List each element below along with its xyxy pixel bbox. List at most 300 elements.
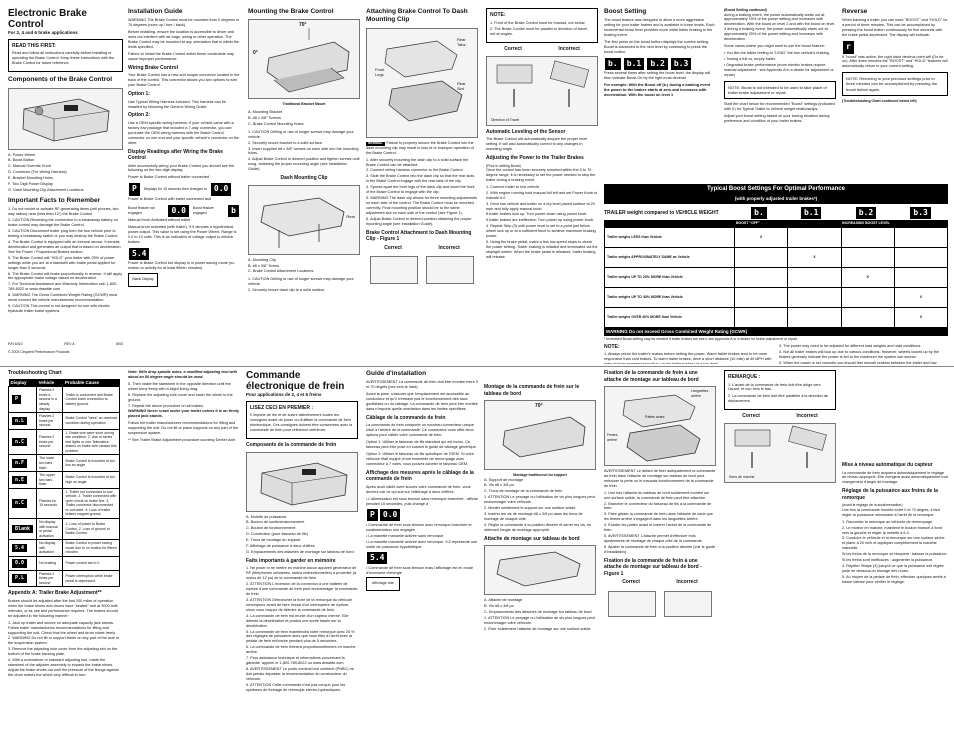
boost-cell (841, 287, 894, 307)
fr-fact-9: 9. ATTENTION Cette commande n'est pas conçue pour les systèmes de freinage de remorque électro-hydrauliques. (246, 682, 346, 692)
dash-step-1: 1. CAUTION Drilling or use of longer screws may damage your vehicle. (248, 277, 354, 287)
ts-cause-cell: Brake Control "sees" an overload condition during operation (63, 413, 120, 430)
boost-note: NOTE: Boost is not intended to be used to take place of trailer brake adjustment or repair. (724, 81, 836, 99)
fr-note-2: 2. La commande de frein doit être parallèle à la direction de déplacement. (728, 394, 829, 404)
fact-8: 8. WARNING The Gross Combined Weight Rating (GCWR) must never exceed the vehicle manufactures recommendation. (8, 293, 118, 303)
fr-mount-step-1: 1. ATTENTION Le perçage ou l'utilisation de vis plus longues peut endommager votre véhicule. (484, 495, 595, 505)
fr-clip-part-b: B. Vis #8 x 3/8 po (484, 604, 514, 609)
fr-note-title: REMARQUE : (728, 374, 761, 380)
boost-table-title: Typical Boost Settings For Optimal Performance (604, 184, 948, 196)
fr-correct-label: Correct (622, 579, 640, 586)
lcd-0-0: 0.0 (211, 183, 231, 195)
read-first-text: Read and follow all instructions carefully before installing or operating the Brake Control. Keep these instructions with the Brake Control for future reference. (12, 51, 115, 66)
fr-components-title: Composants de la commande de frein (246, 442, 337, 449)
attach-step-2: 2. Connect wiring harness connector to the Brake Control. (366, 168, 464, 173)
boost-row (605, 227, 948, 247)
boost-p4: during a braking event, the power automatically starts out at approximately 15% of the power setting and increases with deceleration. With the boost on level 2 and with the boost on level 3 during a braking event, the power automatically starts out at approximately 25% of the power setting and increases with deceleration. (724, 12, 835, 42)
top-col-3 (248, 8, 360, 363)
lcd-5-4: 5.4 (129, 248, 149, 260)
ts-display-cell (9, 455, 37, 472)
lcd-p: P (129, 183, 140, 195)
revision: REV A (64, 342, 75, 346)
lcd-boost-b1: b.1 (624, 58, 644, 70)
lcd-boost-off: 0.0 (168, 205, 188, 217)
mounting-title: Mounting the Brake Control (248, 8, 334, 15)
ts-cause-cell: Brake Control is mounted at too low an angle (63, 455, 120, 472)
adjust-steps (486, 185, 598, 260)
fr-power-title: Réglage de la puissance aux freins de la remorque (842, 488, 938, 501)
boost-footnote: * Increased Boost setting may be needed if trailer brakes are worn, see Appendix A or a dealer for brake adjustment or repair. (604, 337, 798, 342)
boost-cell (894, 267, 947, 287)
wiring-title: Wiring Brake Control (128, 64, 178, 71)
incorrect-label: Incorrect (438, 244, 460, 251)
fr-power-step-4: 4. Répéter l'étape (3) jusqu'à ce que la puissance soit réglée juste en dessous du blocage des roues. (842, 564, 944, 573)
fr-trad-caption: Montage traditionnel du support (513, 473, 567, 477)
adjust-step-ineffective: If trailer brakes are ineffective: Turn power up using power knob. (486, 218, 594, 223)
rear-slot-label: Rear Slot (457, 80, 466, 92)
fr-lcd-5-4: 5.4 (367, 552, 387, 564)
boost-cell (788, 227, 841, 247)
dash-parts (248, 258, 360, 275)
ts-vehicle-cell: No display with manual or pedal activation (37, 519, 63, 540)
boost-notes-a (604, 352, 773, 364)
part-g: G. Dash Mounting Clip Attachment Locations (8, 188, 84, 193)
note-1: 1. Front of the Brake Control must be forward, not below. (490, 20, 586, 25)
boost-p7: Adjust your boost setting based on your towing situation during preference and condition of your trailer brakes. (724, 113, 830, 123)
boost-cell (735, 307, 788, 327)
reverse-p2: If "boost" was active, the right hand decimal point will (Do be on). After three minutes the "BOOST" and "HOLD" features will automatically return to your current setting. (842, 54, 948, 69)
ts-table (8, 379, 120, 588)
table-lcd-b2: b.2 (856, 207, 876, 219)
fr-clip-parts (484, 598, 596, 632)
date: 8/03 (116, 342, 123, 346)
fr-mount-step-2: 2. Monter solidement le support sur une surface solide. (484, 506, 577, 511)
fr-mount-figure (484, 400, 596, 470)
fr-part-a: A. Molette de puissance (246, 514, 287, 519)
fact-5: 5. The Brake Control will "HOLD" your trailer with 25% of power settings while you are at a standstill with brake pedal applied for longer than 5 seconds. (8, 255, 116, 270)
fr-power-subtitle: (avant le réglage de la suralimentation) (842, 503, 903, 508)
ts-lcd: 0.0 (12, 559, 27, 568)
display-item-3: Manual Knob Activated without trailer (128, 218, 191, 222)
option-1-title: Option 1: (128, 91, 150, 98)
ts-row (9, 429, 120, 455)
mount-step-4: 4. Adjust Brake Control to desired position and tighten screws until snug, obtaining the proper mounting angle (see Installation Guide). (248, 157, 360, 172)
part-e: E. Bracket Mounting Holes (8, 176, 53, 181)
ts-cause-cell: 1. Loss of power to Brake Control. 2. Loss of ground to Brake Control. (63, 519, 120, 540)
fr-lcd-0-0: 0.0 (380, 509, 400, 521)
appendix-steps (8, 621, 120, 678)
ts-display-cell (9, 472, 37, 489)
fact-1: 1. Do not mount or activate RF-generating items (cell phones, two way radios) near (less than 12") the Brake Control. (8, 207, 119, 217)
ts-vehicle-cell: The lower two bars flash (37, 455, 63, 472)
fr-fact-5: 5. La commande de frein maintiendra votre remorque avec 25 % des réglages de puissance alors que vous êtes à l'arrêt avec la pédale de frein enfoncée pendant plus de 5 secondes. (246, 629, 355, 644)
ts-cause-cell: Brake Control in power saving mode due to no motion for fifteen minutes (63, 540, 120, 557)
dash-step-2: 2. Securely mount dash clip to a solid surface. (248, 288, 326, 293)
part-c: C. Manual Override Knob (8, 164, 51, 169)
boost-cell (788, 307, 841, 327)
fact-4: 4. The Brake Control is equipped with an internal sensor. It senses deceleration and generates an output that is based on deceleration. See the Power / Proportional Brakes section. (8, 239, 122, 254)
part-number: P/N 6410 (8, 342, 23, 346)
fr-slot-label: Fentes arrière (607, 433, 618, 442)
mount-part-b: B. #8 x 3/8" Screws (248, 115, 282, 120)
dash-part-a: A. Mounting Clip (248, 257, 276, 262)
fr-fact-1: 1. Ne poser ni ne mettre en marche aucun appareil générateur de RF (téléphones cellulaires, radios bidirectionnelles) à proximité (à moins de 12 po) de la commande de frein. (246, 566, 357, 581)
boost-title: Boost Setting (604, 8, 647, 15)
attach-warning-badge: WARNING (368, 140, 383, 145)
rear-tabs-label: Rear Tabs (457, 36, 466, 48)
figure-1-title: Brake Control Attachment to Dash Mounting Clip - Figure 1 (366, 229, 472, 243)
adjust-power-subtitle: (Prior to setting Boost) (486, 163, 521, 168)
fact-3: 3. CAUTION Disconnect trailer plug from the tow vehicle prior to testing a breakaway switch or you may destroy the Brake Control. (8, 229, 119, 239)
install-warning: WARNING The Brake Control must be mounted from 0 degrees to 70 degrees (nose up / fore / back). (128, 18, 240, 28)
fr-components-figure (246, 452, 358, 512)
fr-install-p1: Avant la pose, s'assurer que l'emplacement est accessible au conducteur et qu'il n'entrave pas le fonctionnement des sacs gonflables ou du câblage. La commande de frein peut être montée dans n'importe quelle orientation dans les limites spécifiées. (366, 392, 478, 412)
boost-example: For example: With the Boost off (b.) during a braking event the power to the brakes starts at zero and increases with deceleration. With the boost on level 1 (604, 83, 711, 97)
appendix-step-2: 2. WARNING Do not lift or support trailer on any part of the axle or the suspension system. (8, 636, 120, 646)
fr-fact-2: 2. ATTENTION L'inversion de la connexion à une batterie de rupture d'une commande de frein peut endommager la commande de frein. (246, 582, 358, 597)
ts-row (9, 472, 120, 489)
top-col-6b (724, 8, 836, 180)
copyright: © 2003 Cequent Performance Products (8, 350, 70, 354)
adjust-step-4: 4. Repeat Step (3) until power level is set to a point just below wheel lock up or at a sufficient force to achieve maximum braking power. (486, 224, 596, 239)
ts-vehicle-cell: Flashes 2 times per second (37, 429, 63, 455)
ts-vehicle-cell: No braking (37, 556, 63, 570)
fr-parts (246, 515, 358, 555)
fr-mount-part-b: B. Vis #8 x 3/8 po (484, 483, 514, 488)
fact-7: 7. For Technical Assistance and Warranty Information call: 1-800-789-8022 or www.drawtite.com (8, 282, 118, 292)
trailer-weight-label: TRAILER weight compared to VEHICLE WEIGHT (604, 209, 719, 216)
fr-mount-step-3: 3. Insérer les vis de montage #8 x 3/8 po dans les trous de montage de chaque côté. (484, 512, 583, 521)
read-first-box (8, 39, 123, 72)
boost-cell (735, 267, 788, 287)
boost-p5: Some cases where you might want to use the boost feature: (724, 44, 825, 49)
drop-spindle-note: Note: With drop spindle axles, a modified adjusting tool with about an 80 degree angle should be used. (128, 370, 238, 379)
dash-steps (248, 277, 360, 293)
reverse-title: Reverse (842, 8, 868, 15)
boost-continued: (Boost Setting continued) (724, 8, 767, 12)
fr-attach-title: Fixation de la commande de frein à une attache de montage sur tableau de bord (604, 370, 699, 383)
ts-vehicle-cell: Flashes 2 times per second (37, 413, 63, 430)
fr-wiring: La commande de frein comporte un nouveau connecteur unique situé à l'arrière de la commande. Ce connecteur vous offre deux options pour câbler votre commande de frein. (366, 423, 474, 438)
fr-clip-step-1: 1. ATTENTION Le perçage ou l'utilisation de vis plus longues peut endommager votre véhicule. (484, 616, 595, 625)
fr-clip-part-c: C. Emplacements des attaches de montage sur tableau de bord (484, 610, 592, 615)
boost-cell (788, 287, 841, 307)
mount-step-3: 3. Insert supplied #8 x 3/8" screws on each side into the mounting holes. (248, 146, 359, 156)
appendix-step-1: 1. Jack up trailer and secure on adequate capacity jack stands. Follow trailer manufacturers recommendations for lifting and supporting the unit. Check that the wheel and drum rotate freely. (8, 620, 116, 635)
boost-p3: Press several times after setting the boost level, the display will then indicate Boost On by the right most decimal. (604, 71, 711, 81)
fr-clip-illustration (485, 546, 595, 594)
fr-attach-illustration (605, 387, 715, 465)
part-f: F. Two Digit Power Display (8, 182, 53, 187)
blank-display: Blank Display (128, 273, 158, 287)
front-legs-label: Front Legs (375, 66, 385, 78)
fr-display-intro: Après avoir câblé avec succès votre commande de frein, vous devriez voir ce qui suit sur l'affichage à deux chiffres. (366, 484, 471, 494)
bottom-col-2 (128, 370, 240, 734)
crawl-warning: WARNING Never crawl under your trailer unless it is on firmly placed jack stands. (128, 409, 239, 419)
lcd-boost-on: b (228, 205, 239, 217)
note-box (486, 8, 598, 43)
ts-lcd: P (12, 395, 21, 404)
fr-note-1: 1. L'avant de la commande de frein doit être dirigé vers l'avant, et non vers le bas. (728, 382, 821, 392)
fr-mount-part-a: A. Support de montage (484, 477, 524, 482)
boost-cell: X (735, 227, 788, 247)
install-intro: Before installing, ensure the location is accessible to driver and does not interfere with air bags, wiring or other operation. The Brake Control may be mounted at any orientation that is within the limits specified. (128, 30, 240, 50)
attach-step-4: 4. Spread apart the front legs of the dash clip and insert the front of the Brake Control to engage with the clip. (366, 185, 475, 195)
lcd-reverse: r (843, 41, 854, 53)
fr-power-step-5: 5. Au moyen de la pédale de frein, effectuer quelques arrêts à basse vitesse pour vérifier le réglage. (842, 574, 946, 584)
adjust-power-intro: Once the control has been securely mounted within the 0 to 70 degree range, it is necessary to set the power needed to stop the trailer during a braking event. (486, 168, 596, 182)
fr-part-f: F. Affichage de puissance à deux chiffres (246, 544, 315, 549)
boost-row-label: Trailer weighs UP TO 40% MORE than Vehicle (605, 287, 735, 307)
orientation-illustration (487, 57, 597, 113)
boost-cell (894, 227, 947, 247)
bracket-mount-figure (248, 19, 360, 99)
fr-attach-step-5: 5. AVERTISSEMENT L'attache permet d'effectuer trois ajustements de montage de chaque côté de la commande. (604, 534, 703, 543)
display-intro: After successfully wiring your Brake Control you should see the following on the two-digit display. (128, 163, 235, 173)
correct-label: Correct (384, 244, 402, 251)
ts-header-display: Display (9, 379, 37, 387)
install-p2: Failure to install the Brake Control within these constraints may cause improper performance. (128, 51, 234, 61)
fr-note-box (724, 370, 836, 410)
bottom-col-4 (366, 370, 478, 734)
angle-0-label: 0° (253, 50, 258, 57)
boost-cell (841, 307, 894, 327)
fr-install-warning: AVERTISSEMENT La commande de frein doit être montée entre 0 et 70 degrés (nez vers le haut). (366, 380, 478, 390)
fr-part-c: C. Bouton de fonctionnement (246, 526, 296, 531)
fr-display-2: • Commande de frein sous tension avec remorque branchée et suralimentation non engagée (366, 522, 472, 532)
dash-part-c: C. Brake Control Attachment Locations (248, 269, 314, 274)
adjust-more-7: 7. Repeat the above procedure on all brakes. (128, 403, 204, 408)
appendix-title: Appendix A: Trailer Brake Adjustment** (8, 590, 102, 597)
ts-display-cell (9, 540, 37, 557)
fr-legs-label: Pattes avant (645, 415, 665, 419)
reverse-p1: When backing a trailer you can used "BOOST" and "HOLD" for a period of three minutes. This can be accomplished by pressing the boost button continuously for five seconds with the brake pedal depressed. The display will indicate: (842, 18, 948, 38)
fact-2: 2. CAUTION Reversing the connection to a breakaway battery on brake control may damage the Brake Control. (8, 218, 118, 228)
boost-cell (735, 287, 788, 307)
fr-orientation-illustration (725, 424, 835, 472)
boost-notes-title: NOTE: (604, 343, 620, 350)
attach-step-6: 6. Adjust Brake Control to desired position obtaining the proper mounting angle (see Installation Guide). (366, 216, 472, 226)
display-item-1: Power is Brake Control without trailer connected (128, 175, 210, 180)
boost-row (605, 267, 948, 287)
fr-fact-7: 7. Pour assistance technique et informations concernant la garantie, appeler le 1-800-789-8022 ou www.drawtite.com (246, 656, 345, 666)
fr-attach-figure (604, 386, 716, 466)
ts-row (9, 455, 120, 472)
boost-note-1: 1. Always return the trailer's brakes before setting the power. Warm trailer brakes tend to be more responsive than cold brakes. To warm trailer brakes, drive a short distance (10 mile) at 40 MPH with (604, 352, 772, 362)
mount-part-c: C. Brake Control Mounting Holes (248, 121, 304, 126)
ts-display-cell (9, 429, 37, 455)
ts-row (9, 387, 120, 413)
fr-part-e: E. Trous de montage du support (246, 538, 301, 543)
fr-auto-text: La commande de frein acquerra automatiquement le réglage de niveau approprié. Elle corrigera aussi automatiquement tout changement d'angle de montage. (842, 470, 948, 485)
wiring-text: Your Brake Control has a new and unique connector located in the back of the control. This connector allows you two options to wire your Brake Control. (128, 73, 240, 88)
fr-display-1: • L'alimentation est sous tension sans remorque branchée - affiche pendant 15 secondes, puis change à (366, 496, 478, 506)
ts-title: Troubleshooting Chart (8, 370, 62, 376)
fr-tabs-label: Languettes arrière (691, 389, 709, 398)
boost-engaged: Boost feature engaged (192, 206, 214, 215)
attaching-title: Attaching Brake Control To Dash Mounting Clip (366, 8, 468, 24)
top-col-1 (8, 8, 123, 363)
mount-step-1: 1. CAUTION Drilling or use of longer screws may damage your vehicle. (248, 129, 354, 139)
boost-cell (788, 267, 841, 287)
mount-steps (248, 130, 360, 172)
note-2: 2. The Brake Control must be parallel to direction of travel, not at angles. (490, 27, 589, 37)
fr-clip-part-a: A. Attache de montage (484, 598, 523, 603)
adjust-more-6: 6. Replace the adjusting hole cover and lower the wheel to the ground. (128, 392, 233, 402)
fact-9: 9. CAUTION This control is not designed for use with electric hydraulic trailer brake systems. (8, 304, 111, 313)
ts-lcd: n.C (12, 499, 27, 508)
page-title: Electronic Brake Control (8, 8, 87, 30)
installation-guide-title: Installation Guide (128, 8, 183, 15)
ts-lcd: n.C (12, 438, 27, 447)
ts-display-cell (9, 570, 37, 587)
fr-attach-step-2: 2. Brancher le connecteur du faisceau de fils à la commande de frein. (604, 501, 712, 511)
fr-blank-display: Affichage vide (366, 577, 400, 591)
bottom-col-7 (724, 370, 836, 734)
option-2-text: Use a OEM specific wiring harness. If your vehicle came with a factory tow package that included a 7-way connector, you can purchase the OEM wiring harness with the Brake Control connector on one end and your specific vehicle's connector on the other. (128, 120, 240, 145)
incorrect-image (426, 256, 474, 284)
dash-clip-illustration (249, 186, 359, 254)
fr-direction-label: Sens de marche (729, 475, 755, 480)
note-title: NOTE: (490, 12, 506, 18)
ts-header-cause: Probable Cause (63, 379, 120, 387)
ts-vehicle-cell: No display with activation (37, 540, 63, 557)
boost-row-label: Trailer weighs LESS than Vehicle (605, 227, 735, 247)
ts-row (9, 556, 120, 570)
appendix-step-3: 3. Remove the adjusting hole cover from the adjusting slot on the bottom of the brake backing plate. (8, 647, 118, 657)
footer-row (8, 342, 123, 347)
boost-note-3: 3. The power may need to be adjusted for different load weights and road conditions. (779, 343, 922, 348)
mount-step-2: 2. Securely mount bracket to a solid surface. (248, 140, 323, 145)
ts-lcd: n.E (12, 476, 27, 485)
fr-clip-step-2: 2. Fixer solidement l'attache de montage sur une surface solide. (484, 626, 592, 631)
fr-clip-title: Attache de montage sur tableau de bord (484, 535, 580, 542)
ts-header-vehicle: Vehicle (37, 379, 63, 387)
fr-read-first-title: LISEZ CECI EN PREMIER : (250, 404, 314, 411)
ts-vehicle-cell: The upper two bars flash (37, 472, 63, 489)
fr-display-5: • Commande de frein sous tension mais l'affichage est en mode d'économie d'énergie (366, 565, 474, 575)
fr-wiring-title: Câblage de la commande de frein (366, 414, 446, 421)
part-d: D. Connector (For Wiring Harness) (8, 170, 67, 175)
fr-brake-control-illustration (247, 453, 357, 511)
adjust-more-5: 5. Then rotate the starwheel in the opposite direction until the wheel turns freely with a slight lining drag. (128, 381, 231, 391)
boost-p6: Start the chart below for recommended "Boost" settings (indicated with X) for Typical Trailer to Vehicle weight relationships. (724, 101, 835, 111)
fr-display-title: Affichage des mesures après le câblage de la commande de frein (366, 469, 474, 483)
ts-cause-cell: Trailer is connected and Brake Control loses connection to battery ground. (63, 387, 120, 413)
mount-parts (248, 110, 360, 127)
boost-row-label: Trailer weighs OVER 40% MORE than Vehicle (605, 307, 735, 327)
dexter-note: ** See Trailer Brake Adjustment procedure courtesy Dexter Axle. (128, 438, 237, 443)
boost-settings-panel (604, 184, 948, 364)
fr-install-title: Guide d'installation (366, 370, 427, 377)
fr-display-4: • La manette manuelle activée avec remorque. 9.5 représente une sortie de puissance hypothétique. (366, 539, 478, 549)
fr-mount-illustration (485, 401, 595, 469)
adjust-power-title: Adjusting the Power to the Trailer Brakes (486, 155, 584, 162)
display-item-5: Power is Brake Control but display is in power saving mode (no motion or activity for at least fifteen minutes) (128, 261, 235, 270)
components-figure (8, 88, 123, 150)
orient-incorrect: Incorrect (558, 46, 580, 53)
ts-lcd: 5.4 (12, 544, 27, 553)
ts-row (9, 570, 120, 587)
table-lcd-b: b. (751, 207, 767, 219)
top-col-4 (366, 8, 478, 363)
ts-lcd: Blank (12, 525, 33, 534)
boost-note-4: 4. Not all trailer brakes will lock up due to various conditions. However, wheels locked up by the brakes generally indicate the power is set to the maximum the system can source. (779, 349, 939, 359)
dash-part-b: B. #8 x 3/8" Screw (248, 263, 280, 268)
boost-lcd-row (604, 57, 716, 71)
fr-mount-part-c: C. Trous de montage de la commande de frein (484, 489, 563, 494)
top-col-5 (486, 8, 598, 363)
fr-facts (246, 566, 358, 692)
boost-intro: The boost feature was designed to allow a more aggressive setting for your trailer brakes and is available in three levels. Each incremental boost level provides more initial trailer braking to the braking event. (604, 18, 715, 38)
fr-power-step-2: 2. Le moteur en marche, maintenir le bouton manuel à fond vers la gauche et régler la molette à 6.0. (842, 525, 942, 535)
important-facts-title: Important Facts to Remember (8, 197, 101, 204)
components-list (8, 153, 123, 193)
auto-level-title: Automatic Leveling of the Sensor (486, 128, 566, 135)
page-subtitle: For 2, 4 and 6 brake applications (8, 30, 78, 35)
adjust-step-5: 5. Using the brake pedal, make a few low speed stops to check the power setting. Trailer braking is initiated and terminated via the stoplight switch. When the brake pedal is released, trailer braking will release. (486, 240, 598, 259)
ts-lcd: P.L (12, 574, 27, 583)
boost-notes-b (779, 344, 948, 364)
fr-display-items (366, 497, 478, 576)
fr-display-3: • La manette manuelle activée sans remorque (366, 533, 444, 538)
fr-attach-steps (604, 491, 716, 555)
fr-attach-step-6: 6. Ajuster la commande de frein à la position désirée (voir le guide d'installation). (604, 544, 716, 554)
correct-image (370, 256, 418, 284)
ts-vehicle-cell: Flashes 2 times a second in a steady display (37, 387, 63, 413)
ts-display-cell (9, 556, 37, 570)
boost-row (605, 287, 948, 307)
components-title: Components of the Brake Control (8, 76, 113, 84)
reverse-note: NOTE: Returning to your previous settings prior to three minutes can be accomplished by pressing the boost button again. (842, 72, 948, 96)
read-first-title: READ THIS FIRST: (12, 42, 56, 49)
boost-cell (735, 247, 788, 267)
boost-use-2: • Towing a full vs. empty trailer. (724, 56, 776, 61)
ts-lcd: n.L (12, 417, 27, 426)
orientation-labels (486, 46, 598, 53)
mount-part-a: A. Mounting Bracket (248, 109, 283, 114)
boost-cell: X (894, 287, 947, 307)
fr-mount-title: Montage de la commande de frein sur le tableau de bord (484, 384, 580, 397)
lcd-boost-b2: b.2 (647, 58, 667, 70)
boost-p2: The first press on the boost button displays the current setting. Boost is advanced to the next level by continuing to press the boost button. (604, 40, 709, 54)
top-col-2 (128, 8, 240, 363)
ts-display-cell (9, 488, 37, 518)
fr-incorrect-label: Incorrect (676, 579, 698, 586)
top-col-7 (842, 8, 948, 180)
fr-correct-image (608, 591, 656, 617)
ts-vehicle-cell: Flashes for 15 seconds (37, 488, 63, 518)
fr-option-2: Option 2: Utiliser le faisceau de fils spécifique de l'OEM. Si votre véhicule était équipé d'une ensemble de remorquage avec connecteur à 7 voies, vous pouvez acheter le faisceau OEM. (366, 452, 474, 466)
orient-correct: Correct (504, 46, 522, 53)
boost-row-label: Trailer weighs APPROXIMATELY SAME as Vehicle (605, 247, 735, 267)
ts-row (9, 413, 120, 430)
ts-cause-cell: Power control set to 0 (63, 556, 120, 570)
boost-off-label: BOOST "OFF" (736, 221, 760, 226)
fr-power-intro: Une fois la commande montée entre 0 et 70 degrés, il faut régler la puissance nécessaire à l'arrêt de la remorque. (842, 507, 940, 517)
dash-clip-figure (248, 185, 360, 255)
lcd-boost-b: b. (605, 58, 621, 70)
boost-cell (841, 247, 894, 267)
fr-fact-6: 6. La commande de frein freinera proportionnellement en marche arrière. (246, 645, 356, 655)
fr-orient-incorrect: Incorrect (796, 413, 818, 420)
ts-cause-cell: Brake Control is mounted at too high an angle (63, 472, 120, 489)
table-lcd-b1: b.1 (801, 207, 821, 219)
page-divider (0, 366, 954, 367)
fr-mount-parts (484, 478, 596, 495)
boost-uses (724, 51, 836, 78)
part-a: A. Power Wheel (8, 152, 36, 157)
